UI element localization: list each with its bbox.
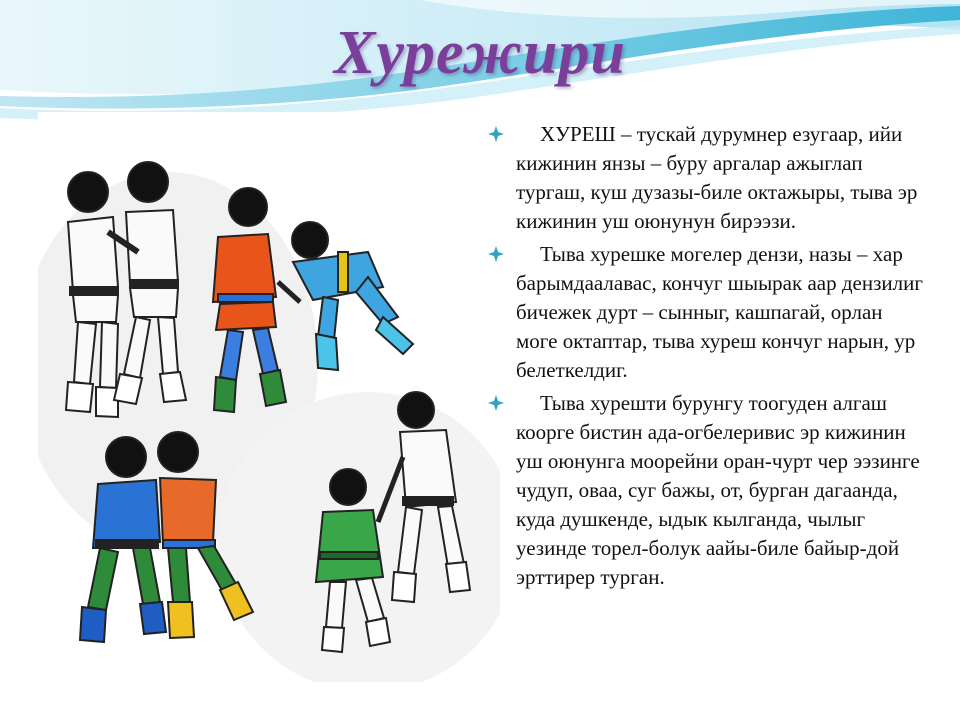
diamond-bullet-icon — [488, 126, 504, 142]
wrestlers-illustration — [38, 112, 500, 682]
bullet-paragraph — [488, 240, 928, 385]
bullet-paragraph — [488, 389, 928, 592]
diamond-bullet-icon — [488, 395, 504, 411]
text-block — [488, 120, 928, 596]
slide-title: Хурежири — [333, 19, 627, 87]
paragraph-text: Тыва хурешке могелер дензи, назы – хар барымдаалавас, кончуг шыырак аар дензилиг бичежек дурт – сынныг, кашпагай, орлан моге октаптар, тыва хуреш кончуг нарын, ур белеткелдиг. — [516, 242, 923, 382]
paragraph-text: ХУРЕШ – тускай дурумнер езугаар, ийи кижинин янзы – буру аргалар ажыглап тургаш, куш дузазы-биле октажыры, тыва эр кижинин уш оюнунун бирээзи. — [516, 122, 918, 233]
bullet-paragraph — [488, 120, 928, 236]
paragraph-text: Тыва хурешти бурунгу тоогуден алгаш коорге бистин ада-огбелеривис эр кижинин уш оюнунга моорейни оран-чурт чер ээзинге чудуп, оваа, суг бажы, от, бурган дагаанда, куда душкенде, ыдык кылганда, чылыг уезинде торел-болук аайы-биле байыр-дой эрттирер турган. — [516, 391, 920, 589]
diamond-bullet-icon — [488, 246, 504, 262]
